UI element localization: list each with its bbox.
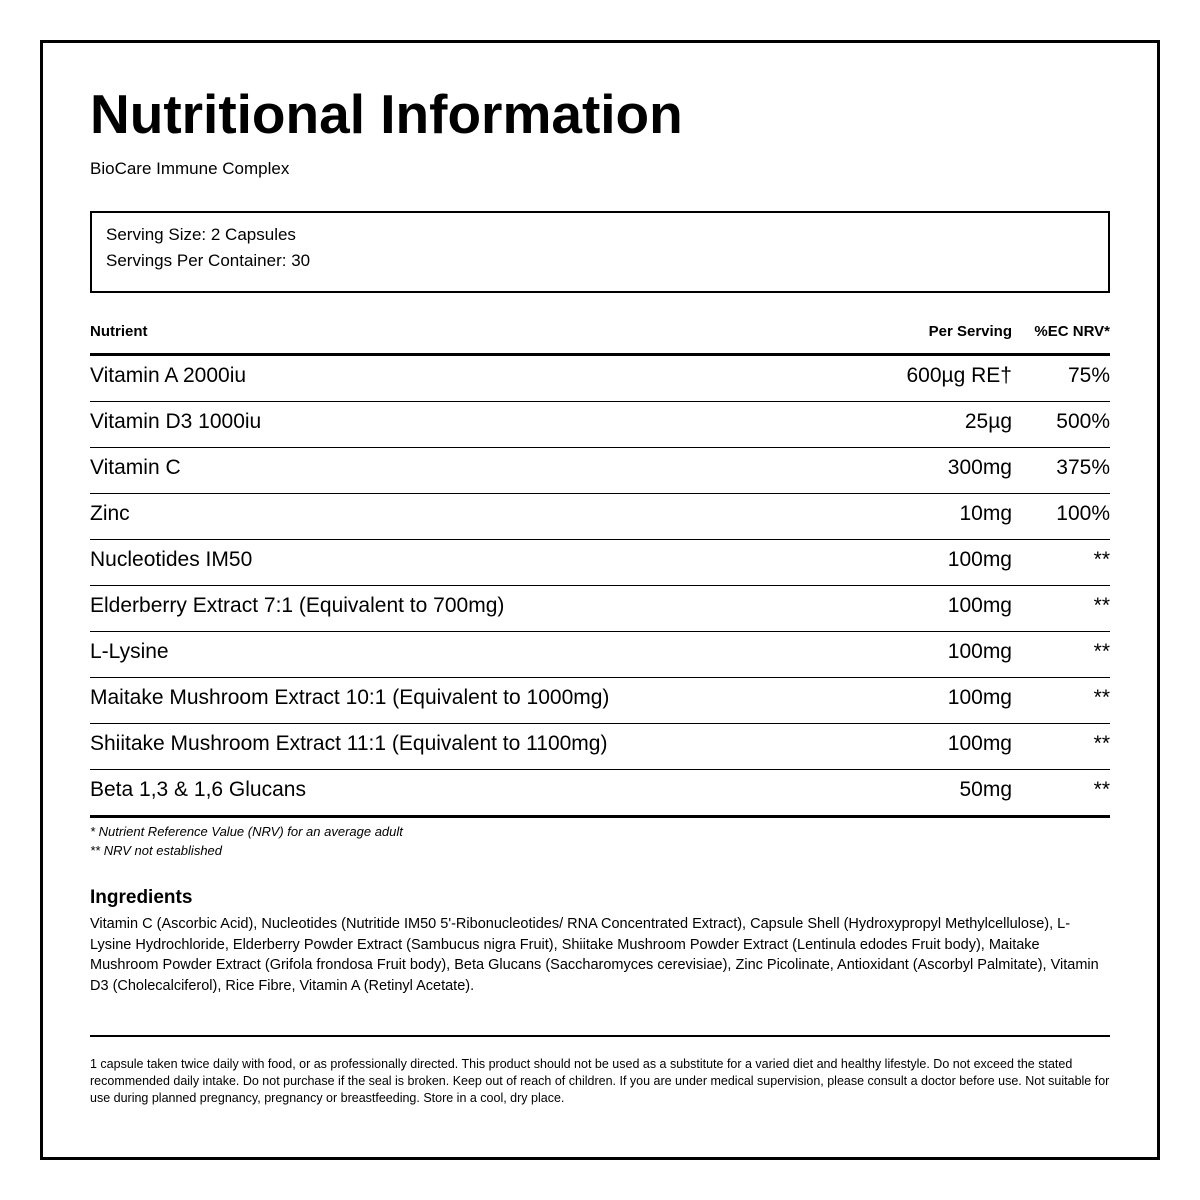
per-serving-value: 600µg RE† xyxy=(906,364,1012,387)
nrv-value: 375% xyxy=(1056,456,1110,479)
nutrient-name: Shiitake Mushroom Extract 11:1 (Equivalent to 1100mg) xyxy=(90,732,608,755)
nrv-value: ** xyxy=(1093,548,1110,571)
table-row xyxy=(90,770,1110,818)
per-serving-value: 50mg xyxy=(959,778,1012,801)
nutrient-name: Elderberry Extract 7:1 (Equivalent to 700mg) xyxy=(90,594,505,617)
table-row xyxy=(90,402,1110,448)
footnotes xyxy=(90,822,403,860)
table-row xyxy=(90,586,1110,632)
serving-info-box xyxy=(90,211,1110,293)
label-frame xyxy=(40,40,1160,1160)
nrv-value: ** xyxy=(1093,594,1110,617)
per-serving-value: 100mg xyxy=(947,732,1012,755)
header-nutrient: Nutrient xyxy=(90,323,148,340)
ingredients-text: Vitamin C (Ascorbic Acid), Nucleotides (Nutritide IM50 5'-Ribonucleotides/ RNA Concentrated Extract), Capsule Shell (Hydroxypropyl Methylcellulose), L-Lysine Hydrochloride, Elderberry Powder Extract (Sambucus nigra Fruit), Shiitake Mushroom Powder Extract (Lentinula edodes Fruit body), Maitake Mushroom Powder Extract (Grifola frondosa Fruit body), Beta Glucans (Saccharomyces cerevisiae), Zinc Picolinate, Antioxidant (Ascorbyl Palmitate), Vitamin D3 (Cholecalciferol), Rice Fibre, Vitamin A (Retinyl Acetate). xyxy=(90,916,1099,994)
table-row xyxy=(90,632,1110,678)
nrv-value: ** xyxy=(1093,686,1110,709)
page-title: Nutritional Information xyxy=(90,83,683,145)
per-serving-value: 25µg xyxy=(964,410,1012,433)
table-row xyxy=(90,724,1110,770)
table-row xyxy=(90,494,1110,540)
table-row xyxy=(90,678,1110,724)
per-serving-value: 100mg xyxy=(947,548,1012,571)
nutrient-name: L-Lysine xyxy=(90,640,169,663)
nutrient-name: Beta 1,3 & 1,6 Glucans xyxy=(90,778,306,801)
nutrient-name: Maitake Mushroom Extract 10:1 (Equivalent to 1000mg) xyxy=(90,686,610,709)
per-serving-value: 100mg xyxy=(947,686,1012,709)
serving-size: Serving Size: 2 Capsules xyxy=(106,225,296,244)
nutrition-table xyxy=(90,315,1110,818)
nrv-value: 500% xyxy=(1056,410,1110,433)
table-header xyxy=(90,315,1110,356)
nutrient-name: Vitamin D3 1000iu xyxy=(90,410,262,433)
table-row xyxy=(90,448,1110,494)
per-serving-value: 100mg xyxy=(947,594,1012,617)
nrv-value: ** xyxy=(1093,778,1110,801)
nutrient-name: Nucleotides IM50 xyxy=(90,548,253,571)
nrv-value: 100% xyxy=(1056,502,1110,525)
product-name: BioCare Immune Complex xyxy=(90,159,290,178)
nutrient-name: Vitamin A 2000iu xyxy=(90,364,247,387)
ingredients-heading: Ingredients xyxy=(90,887,193,908)
table-row xyxy=(90,540,1110,586)
nutrient-name: Vitamin C xyxy=(90,456,181,479)
header-per-serving: Per Serving xyxy=(928,323,1012,340)
footnote-nrv: * Nutrient Reference Value (NRV) for an average adult xyxy=(90,824,403,839)
table-row xyxy=(90,356,1110,402)
per-serving-value: 10mg xyxy=(959,502,1012,525)
per-serving-value: 100mg xyxy=(947,640,1012,663)
directions-text: 1 capsule taken twice daily with food, or as professionally directed. This product should not be used as a substitute for a varied diet and healthy lifestyle. Do not exceed the stated recommended daily intake. Do not purchase if the seal is broken. Keep out of reach of children. If you are under medical supervision, please consult a doctor before use. Not suitable for use during planned pregnancy, pregnancy or breastfeeding. Store in a cool, dry place. xyxy=(90,1057,1110,1105)
footnote-not-established: ** NRV not established xyxy=(90,843,223,858)
servings-per-container: Servings Per Container: 30 xyxy=(106,251,311,270)
nrv-value: 75% xyxy=(1067,364,1110,387)
nrv-value: ** xyxy=(1093,640,1110,663)
header-nrv: %EC NRV* xyxy=(1034,323,1110,340)
per-serving-value: 300mg xyxy=(947,456,1012,479)
divider xyxy=(90,1035,1110,1037)
nrv-value: ** xyxy=(1093,732,1110,755)
nutrient-name: Zinc xyxy=(90,502,130,525)
